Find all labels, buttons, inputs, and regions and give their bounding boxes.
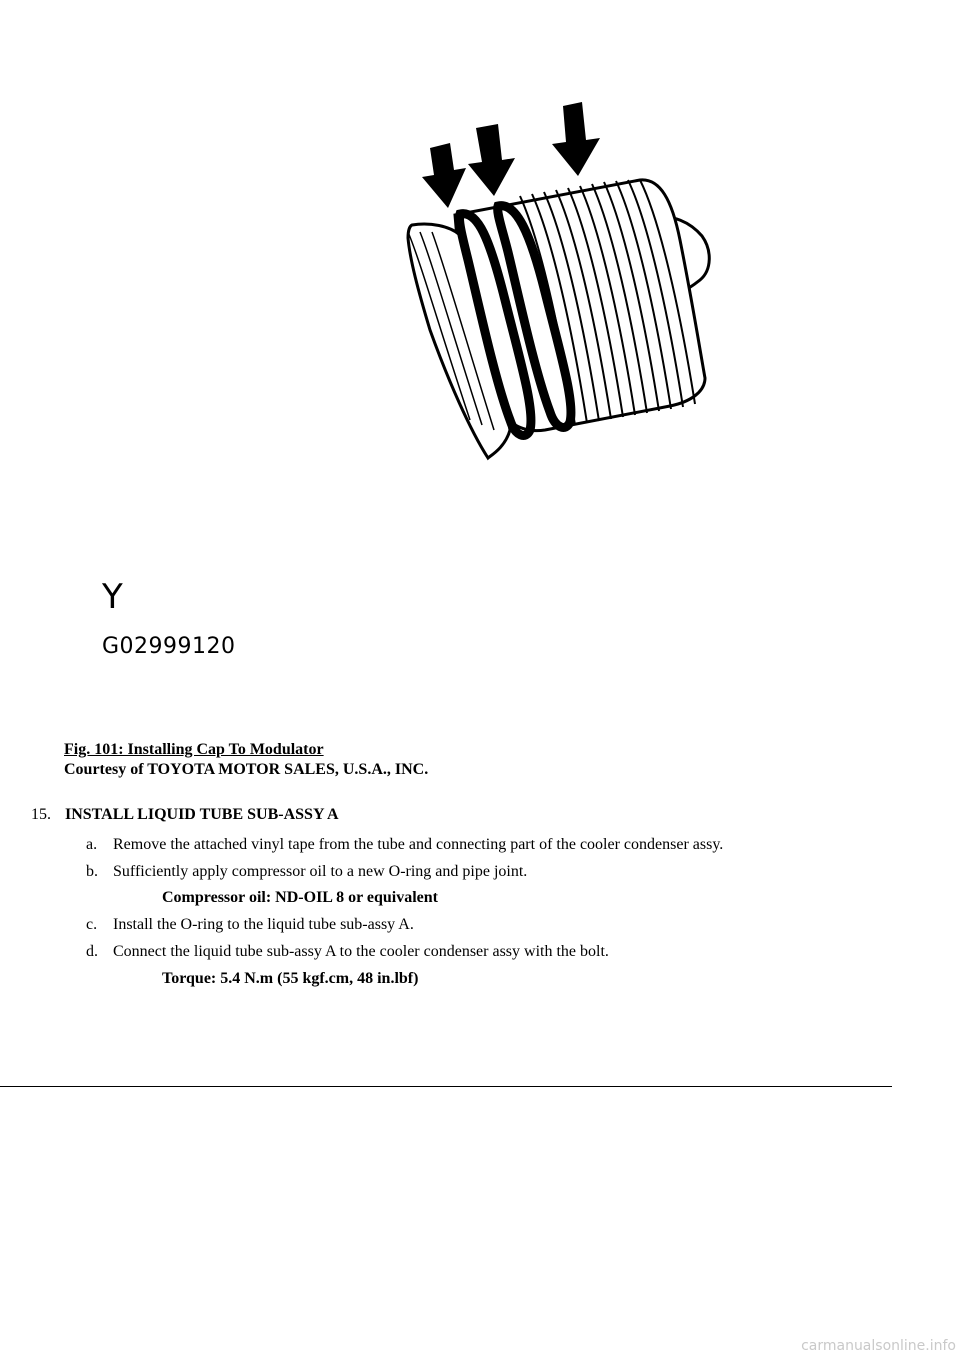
compressor-oil-spec: Compressor oil: ND-OIL 8 or equivalent bbox=[162, 889, 439, 906]
substep-letter: c. bbox=[86, 916, 98, 933]
step-number: 15. bbox=[31, 806, 51, 823]
substep-letter: a. bbox=[86, 836, 98, 853]
figure-code: G02999120 bbox=[102, 634, 236, 659]
page-divider bbox=[0, 1086, 892, 1087]
cap-illustration bbox=[96, 96, 756, 596]
substep-letter: b. bbox=[86, 863, 98, 880]
substep-letter: d. bbox=[86, 943, 98, 960]
substep-text: Connect the liquid tube sub-assy A to the cooler condenser assy with the bolt. bbox=[113, 943, 609, 960]
figure-view-letter: Y bbox=[102, 577, 123, 617]
arrow-3 bbox=[552, 102, 600, 176]
step-heading: INSTALL LIQUID TUBE SUB-ASSY A bbox=[65, 806, 339, 823]
substep-d bbox=[86, 942, 609, 962]
substep-b bbox=[86, 862, 527, 882]
watermark: carmanualsonline.info bbox=[801, 1338, 956, 1354]
substep-text: Remove the attached vinyl tape from the tube and connecting part of the cooler condenser assy. bbox=[113, 836, 724, 853]
figure-credit: Courtesy of TOYOTA MOTOR SALES, U.S.A., INC. bbox=[64, 761, 429, 778]
procedure-step bbox=[31, 805, 339, 825]
figure-title[interactable]: Fig. 101: Installing Cap To Modulator bbox=[64, 741, 324, 758]
arrow-2 bbox=[468, 124, 515, 196]
substep-text: Sufficiently apply compressor oil to a new O-ring and pipe joint. bbox=[113, 863, 528, 880]
torque-spec: Torque: 5.4 N.m (55 kgf.cm, 48 in.lbf) bbox=[162, 970, 419, 987]
substep-c bbox=[86, 915, 414, 935]
substep-text: Install the O-ring to the liquid tube sub-assy A. bbox=[113, 916, 414, 933]
figure-caption bbox=[64, 740, 428, 780]
modulator-cap-figure bbox=[96, 96, 756, 676]
substep-a bbox=[86, 835, 723, 855]
arrow-1 bbox=[422, 143, 466, 208]
